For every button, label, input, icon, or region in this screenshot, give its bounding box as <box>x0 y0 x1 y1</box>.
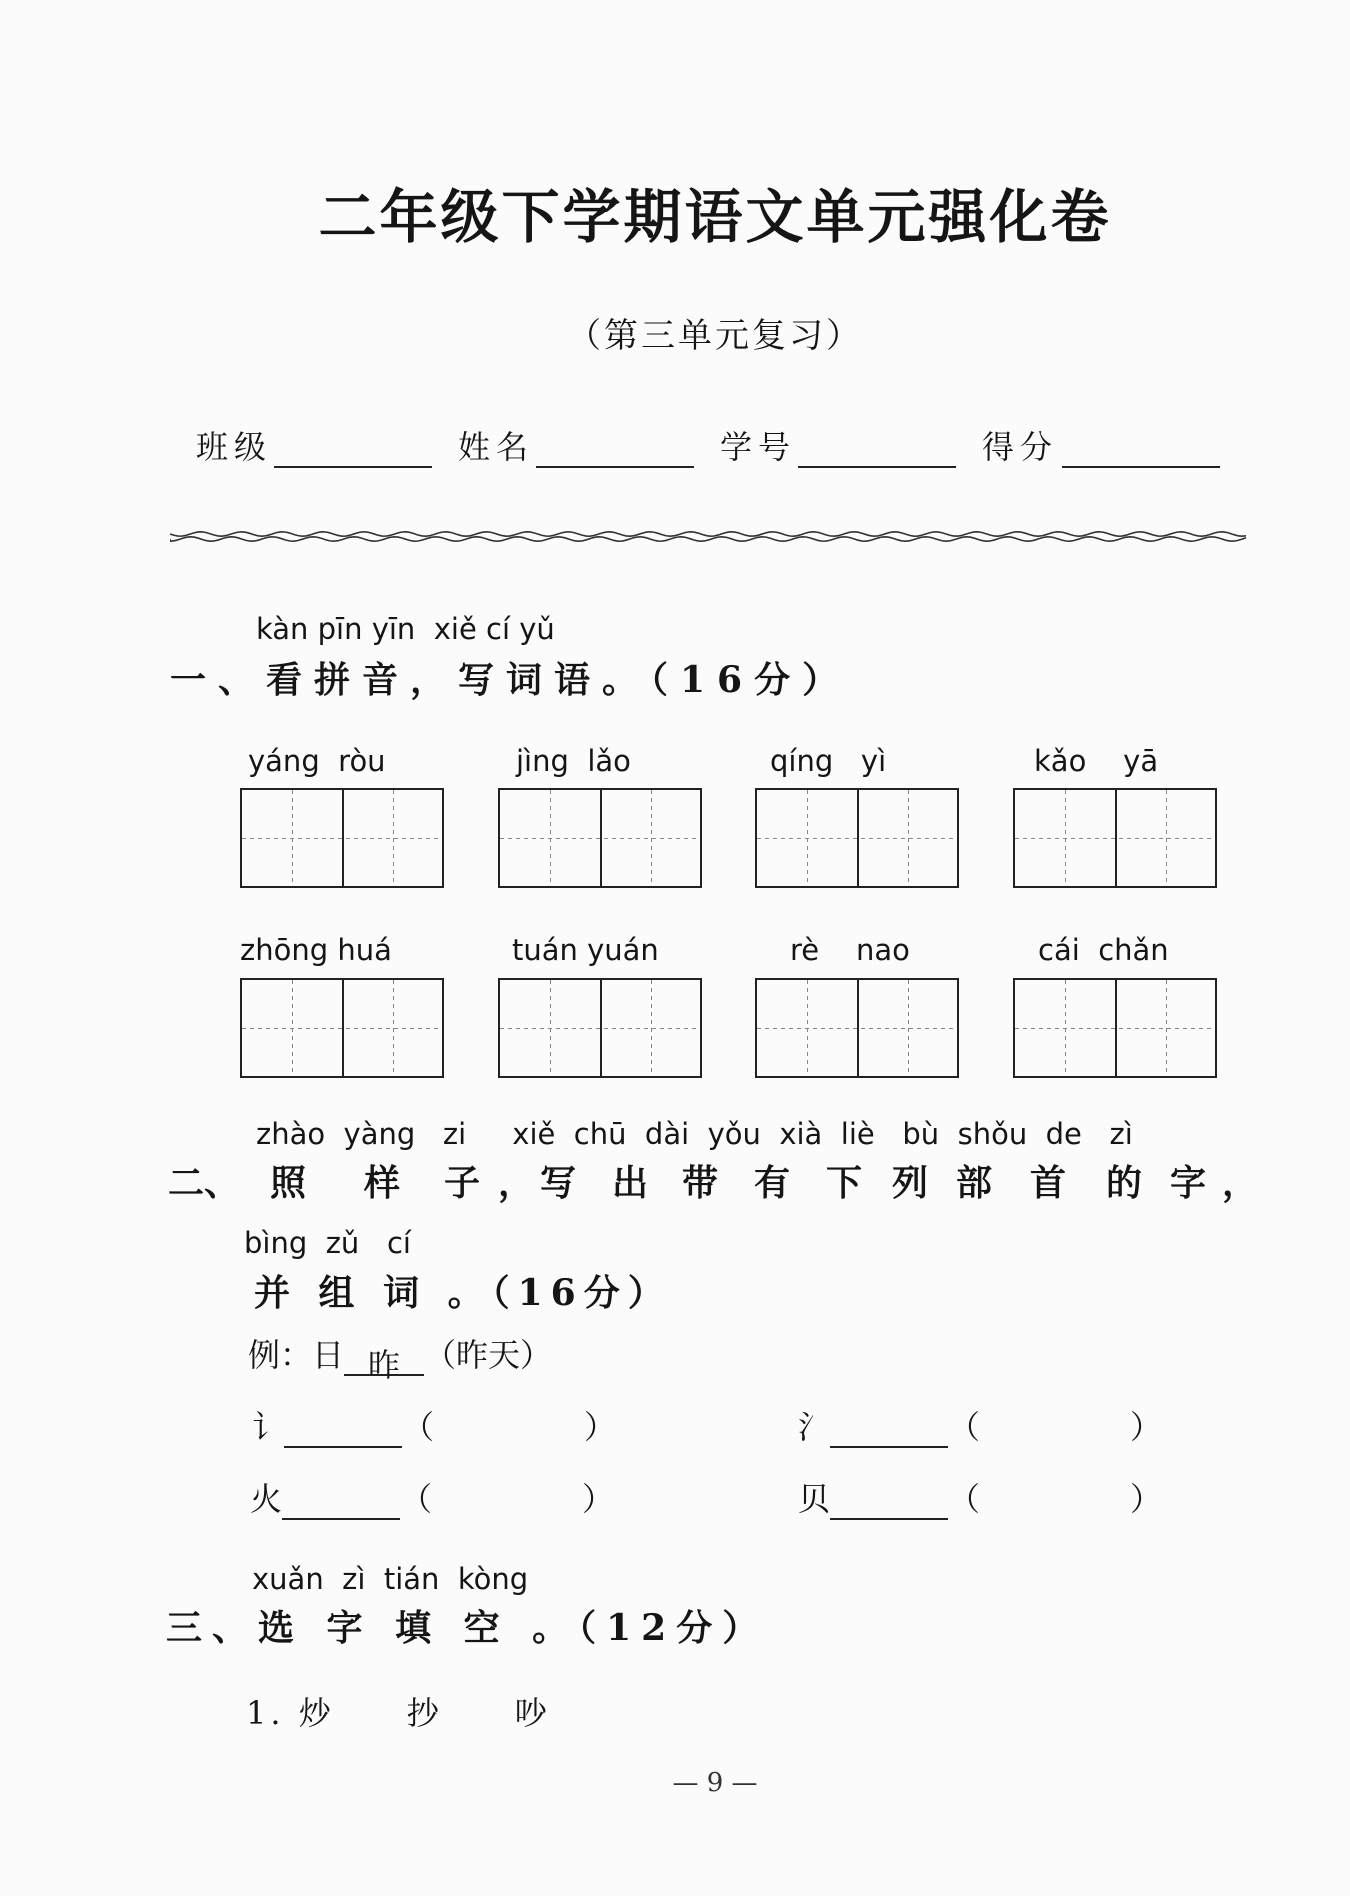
char-blank[interactable] <box>282 1484 400 1520</box>
tianzige-box[interactable] <box>240 978 444 1078</box>
example-suffix: （昨天） <box>424 1336 553 1374</box>
char-blank[interactable] <box>830 1412 948 1448</box>
class-blank[interactable] <box>274 466 432 468</box>
heading-char: 下 <box>826 1162 863 1204</box>
heading-char: 二、 <box>168 1162 241 1204</box>
radical: 讠 <box>252 1408 285 1446</box>
word-pinyin: kǎo yā <box>1034 744 1159 778</box>
heading-char: 出 <box>612 1162 649 1204</box>
name-blank[interactable] <box>536 466 694 468</box>
number-label: 学号 <box>720 428 797 466</box>
radical: 火 <box>250 1480 283 1518</box>
page-title: 二年级下学期语文单元强化卷 <box>318 183 1112 251</box>
tianzige-box[interactable] <box>755 978 959 1078</box>
heading-char: 部 <box>956 1162 993 1204</box>
radical-row <box>252 1402 616 1448</box>
radical-row <box>798 1474 1162 1520</box>
score-blank[interactable] <box>1062 466 1220 468</box>
section3-item-1: 1. 炒 抄 吵 <box>246 1694 551 1732</box>
radical: 氵 <box>798 1408 831 1446</box>
heading-char: ， <box>498 1162 535 1204</box>
section2-heading-pinyin: zhào yàng zi xiě chū dài yǒu xià liè bù shǒu de zì <box>256 1117 1133 1151</box>
page-number: — 9 — <box>672 1768 758 1798</box>
class-label: 班级 <box>196 428 273 466</box>
radical-row <box>798 1402 1162 1448</box>
paren-open: （ <box>948 1408 981 1446</box>
wavy-divider <box>170 527 1248 547</box>
word-pinyin: cái chǎn <box>1038 933 1169 967</box>
name-label: 姓名 <box>458 428 535 466</box>
paren-close: ） <box>584 1408 617 1446</box>
section2-heading-line1 <box>0 1155 1350 1205</box>
word-pinyin: tuán yuán <box>512 933 659 967</box>
heading-char: 列 <box>892 1162 929 1204</box>
heading-char: 首 <box>1030 1162 1067 1204</box>
heading-char: 照 <box>270 1162 307 1204</box>
section2-heading-pinyin-2: bìng zǔ cí <box>244 1226 411 1260</box>
word-pinyin: zhōng huá <box>240 933 392 967</box>
paren-open: （ <box>948 1480 981 1518</box>
paren-close: ） <box>1130 1408 1163 1446</box>
char-blank[interactable] <box>830 1484 948 1520</box>
section2-heading-line2: 并 组 词 。（16分） <box>254 1272 672 1314</box>
section3-heading-pinyin: xuǎn zì tián kòng <box>252 1562 529 1596</box>
heading-char: ， <box>1222 1162 1259 1204</box>
radical-row <box>250 1474 614 1520</box>
char-blank[interactable] <box>284 1412 402 1448</box>
heading-char: 带 <box>682 1162 719 1204</box>
heading-char: 有 <box>754 1162 791 1204</box>
word-pinyin: rè nao <box>790 933 910 967</box>
word-pinyin: yáng ròu <box>248 744 386 778</box>
number-blank[interactable] <box>798 466 956 468</box>
tianzige-box[interactable] <box>1013 978 1217 1078</box>
radical: 贝 <box>798 1480 831 1518</box>
paren-open: （ <box>400 1480 433 1518</box>
example-answer: 昨 <box>344 1340 424 1376</box>
tianzige-box[interactable] <box>498 788 702 888</box>
score-label: 得分 <box>982 428 1059 466</box>
heading-char: 字 <box>1170 1162 1207 1204</box>
word-pinyin: qíng yì <box>770 744 887 778</box>
heading-char: 写 <box>540 1162 577 1204</box>
section1-heading: 一、看拼音，写词语。（16分） <box>170 659 851 701</box>
tianzige-box[interactable] <box>755 788 959 888</box>
heading-char: 样 <box>364 1162 401 1204</box>
heading-char: 子 <box>444 1162 481 1204</box>
tianzige-box[interactable] <box>1013 788 1217 888</box>
section3-heading: 三、选 字 填 空 。（12分） <box>166 1607 769 1649</box>
section1-heading-pinyin: kàn pīn yīn xiě cí yǔ <box>256 612 555 646</box>
paren-close: ） <box>582 1480 615 1518</box>
paren-close: ） <box>1130 1480 1163 1518</box>
paren-open: （ <box>402 1408 435 1446</box>
page-subtitle: （第三单元复习） <box>567 316 863 356</box>
example-prefix: 例：日 <box>248 1336 345 1374</box>
word-pinyin: jìng lǎo <box>516 744 631 778</box>
tianzige-box[interactable] <box>240 788 444 888</box>
example-line <box>248 1330 553 1384</box>
tianzige-box[interactable] <box>498 978 702 1078</box>
heading-char: 的 <box>1106 1162 1143 1204</box>
